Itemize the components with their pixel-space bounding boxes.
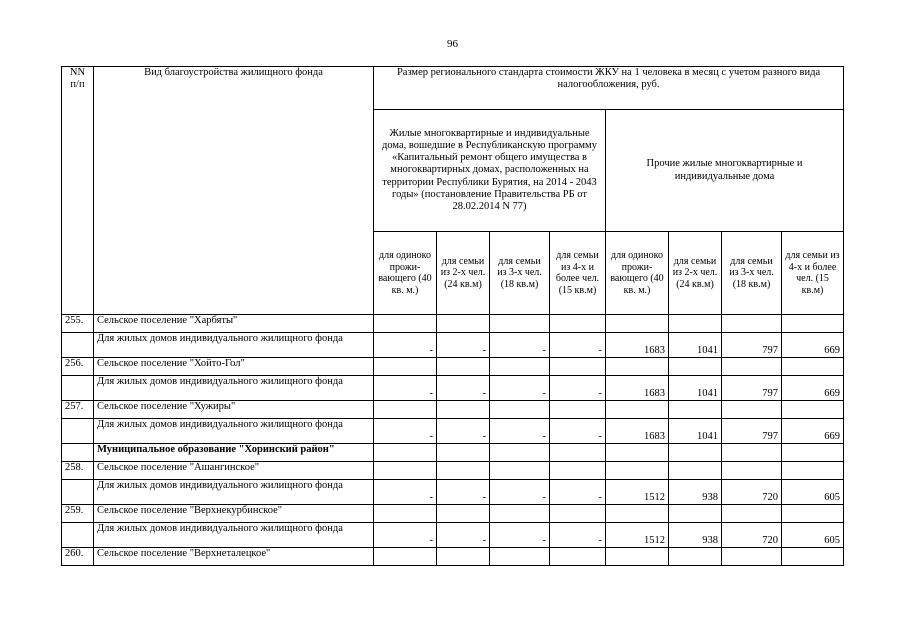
row-value-cell [490,358,550,376]
row-value-cell: - [374,523,437,548]
row-value-cell [606,548,669,566]
row-name-cell: Для жилых домов индивидуального жилищного фонда [94,480,374,505]
row-value-cell: - [374,419,437,444]
row-value-cell [437,444,490,462]
settlement-name: Сельское поселение "Харбяты" [94,315,374,333]
row-value-cell: 1683 [606,333,669,358]
header-standard: Размер регионального стандарта стоимости ЖКУ на 1 человека в месяц с учетом разного вида налогообложения, руб. [374,67,844,110]
row-value-cell [550,401,606,419]
row-number: 259. [62,505,94,523]
row-value-cell: 669 [782,333,844,358]
row-value-cell: - [437,376,490,401]
row-value-cell: 605 [782,480,844,505]
row-value-cell [550,462,606,480]
row-nn-cell [62,376,94,401]
row-value-cell: - [374,480,437,505]
header-sub-b-1: для одиноко прожи-вающего (40 кв. м.) [606,232,669,315]
header-group-b: Прочие жилые многоквартирные и индивидуальные дома [606,110,844,232]
header-sub-b-2: для семьи из 2-х чел. (24 кв.м) [669,232,722,315]
row-value-cell: 1683 [606,419,669,444]
row-value-cell [782,505,844,523]
row-name-cell: Для жилых домов индивидуального жилищного фонда [94,376,374,401]
row-name-cell: Для жилых домов индивидуального жилищного фонда [94,333,374,358]
table-row-housing [62,419,844,444]
row-value-cell: - [490,333,550,358]
page-number: 96 [447,38,458,50]
table-row-housing [62,480,844,505]
row-value-cell [550,505,606,523]
settlement-name: Сельское поселение "Верхнекурбинское" [94,505,374,523]
row-value-cell: 605 [782,523,844,548]
row-value-cell [669,358,722,376]
row-value-cell [437,548,490,566]
table-row-settlement [62,315,844,333]
row-value-cell [437,401,490,419]
table-row-housing [62,376,844,401]
table-row-settlement [62,401,844,419]
header-sub-a-1: для одиноко прожи-вающего (40 кв. м.) [374,232,437,315]
row-value-cell: 1683 [606,376,669,401]
table-row-settlement [62,548,844,566]
header-sub-a-4: для семьи из 4-х и более чел. (15 кв.м) [550,232,606,315]
table-row-settlement [62,462,844,480]
row-value-cell [437,462,490,480]
row-value-cell: 669 [782,376,844,401]
row-value-cell: - [490,376,550,401]
row-value-cell [550,315,606,333]
row-value-cell: 797 [722,419,782,444]
row-nn-cell [62,419,94,444]
settlement-name: Сельское поселение "Ашангинское" [94,462,374,480]
row-value-cell [437,358,490,376]
row-value-cell [437,315,490,333]
row-value-cell [374,505,437,523]
table-row-municipality [62,444,844,462]
row-value-cell: 938 [669,523,722,548]
row-value-cell: 1041 [669,376,722,401]
row-value-cell [782,315,844,333]
table-row-settlement [62,505,844,523]
housing-standard-table [61,66,844,566]
row-nn-cell [62,480,94,505]
row-value-cell [374,315,437,333]
row-value-cell: 1041 [669,419,722,444]
row-value-cell [606,401,669,419]
row-value-cell [722,444,782,462]
header-type: Вид благоустройства жилищного фонда [94,67,374,315]
row-value-cell: 1512 [606,480,669,505]
row-nn-cell [62,333,94,358]
row-value-cell [722,315,782,333]
row-value-cell [782,358,844,376]
header-group-a: Жилые многоквартирные и индивидуальные дома, вошедшие в Республиканскую программу «Капитальный ремонт общего имущества в многоквартирных домах, расположенных на территории Республики Бурятия, на 2014 - 2043 годы» (постановление Правительства РБ от 28.02.2014 N 77) [374,110,606,232]
row-nn-cell [62,444,94,462]
row-value-cell [437,505,490,523]
header-nn: NN п/п [62,67,94,315]
row-value-cell: 720 [722,480,782,505]
row-value-cell [782,401,844,419]
row-value-cell [669,444,722,462]
settlement-name: Сельское поселение "Хужиры" [94,401,374,419]
row-value-cell: 720 [722,523,782,548]
row-value-cell [374,401,437,419]
row-value-cell [782,444,844,462]
row-value-cell [550,358,606,376]
row-nn-cell [62,523,94,548]
row-value-cell: - [550,419,606,444]
row-value-cell [782,548,844,566]
row-value-cell [669,315,722,333]
row-value-cell: - [490,419,550,444]
row-value-cell [722,358,782,376]
row-value-cell [722,548,782,566]
row-number: 258. [62,462,94,480]
row-value-cell: - [374,376,437,401]
header-row-1 [62,67,844,110]
row-value-cell [374,548,437,566]
row-value-cell: - [550,523,606,548]
row-value-cell: - [437,419,490,444]
header-sub-a-2: для семьи из 2-х чел. (24 кв.м) [437,232,490,315]
settlement-name: Сельское поселение "Верхнеталецкое" [94,548,374,566]
row-value-cell: - [550,376,606,401]
table-row-housing [62,523,844,548]
row-value-cell: - [550,333,606,358]
settlement-name: Сельское поселение "Хойто-Гол" [94,358,374,376]
row-name-cell: Для жилых домов индивидуального жилищного фонда [94,419,374,444]
row-value-cell: 797 [722,333,782,358]
row-value-cell: - [437,480,490,505]
row-value-cell: 797 [722,376,782,401]
row-value-cell [490,505,550,523]
row-value-cell [490,444,550,462]
row-value-cell [669,401,722,419]
header-sub-a-3: для семьи из 3-х чел. (18 кв.м) [490,232,550,315]
row-value-cell [490,548,550,566]
row-value-cell [606,358,669,376]
row-value-cell [606,444,669,462]
table-row-settlement [62,358,844,376]
row-number: 260. [62,548,94,566]
row-value-cell [669,505,722,523]
row-value-cell [722,462,782,480]
row-number: 256. [62,358,94,376]
row-value-cell [374,462,437,480]
row-value-cell [722,401,782,419]
row-value-cell [550,548,606,566]
row-number: 257. [62,401,94,419]
row-number: 255. [62,315,94,333]
table-row-housing [62,333,844,358]
row-value-cell [606,315,669,333]
row-value-cell [550,444,606,462]
row-value-cell: - [490,523,550,548]
row-value-cell [374,358,437,376]
header-sub-b-4: для семьи из 4-х и более чел. (15 кв.м) [782,232,844,315]
row-value-cell: - [550,480,606,505]
row-value-cell [782,462,844,480]
row-value-cell [669,462,722,480]
row-value-cell [669,548,722,566]
row-value-cell: - [490,480,550,505]
header-sub-b-3: для семьи из 3-х чел. (18 кв.м) [722,232,782,315]
row-value-cell [490,401,550,419]
row-value-cell [606,505,669,523]
row-value-cell [374,444,437,462]
row-value-cell [722,505,782,523]
row-value-cell: 1041 [669,333,722,358]
row-value-cell: 1512 [606,523,669,548]
row-value-cell: 938 [669,480,722,505]
row-value-cell [490,315,550,333]
municipality-name: Муниципальное образование "Хоринский район" [94,444,374,462]
row-value-cell: 669 [782,419,844,444]
row-value-cell [606,462,669,480]
row-value-cell: - [437,333,490,358]
row-value-cell: - [437,523,490,548]
row-value-cell: - [374,333,437,358]
row-name-cell: Для жилых домов индивидуального жилищного фонда [94,523,374,548]
row-value-cell [490,462,550,480]
